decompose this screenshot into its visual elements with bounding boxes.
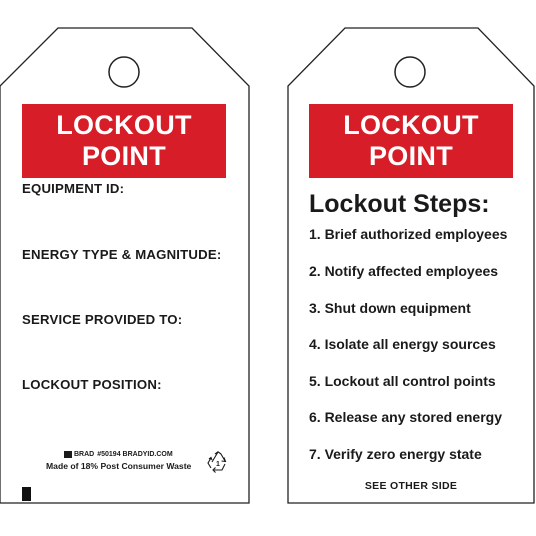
product-info: #50194 BRADYID.COM [97,451,173,458]
left-tag-hole [109,57,139,87]
lockout-step: 5. Lockout all control points [309,373,496,389]
left-banner-line1: LOCKOUT [56,110,192,140]
brady-logo-mark [64,451,72,458]
left-tag-banner [22,104,226,178]
right-banner-line2: POINT [368,141,453,171]
lockout-step: 2. Notify affected employees [309,263,499,279]
field-lockout-position: LOCKOUT POSITION: [22,377,162,392]
lockout-step: 4. Isolate all energy sources [309,336,496,352]
recycle-icon [206,451,230,473]
brand-line [64,451,173,458]
lockout-step: 3. Shut down equipment [309,300,471,316]
right-tag-hole [395,57,425,87]
made-of-text: Made of 18% Post Consumer Waste [46,461,192,471]
lockout-step: 7. Verify zero energy state [309,446,482,462]
brady-logo-text: BRAD [74,451,95,458]
left-tag-outline [0,28,249,503]
right-tag-banner [309,104,513,178]
field-equipment-id: EQUIPMENT ID: [22,181,125,196]
field-service-provided: SERVICE PROVIDED TO: [22,312,183,327]
see-other-side-text: SEE OTHER SIDE [364,480,458,492]
lockout-steps-heading: Lockout Steps: [309,190,490,218]
die-cut-mark [22,487,31,501]
lockout-step: 1. Brief authorized employees [309,226,508,242]
field-energy-type: ENERGY TYPE & MAGNITUDE: [22,247,222,262]
brady-logo [64,451,94,458]
recycle-number: 1 [216,461,220,468]
left-banner-line2: POINT [81,141,166,171]
lockout-step: 6. Release any stored energy [309,409,502,425]
right-banner-line1: LOCKOUT [343,110,479,140]
